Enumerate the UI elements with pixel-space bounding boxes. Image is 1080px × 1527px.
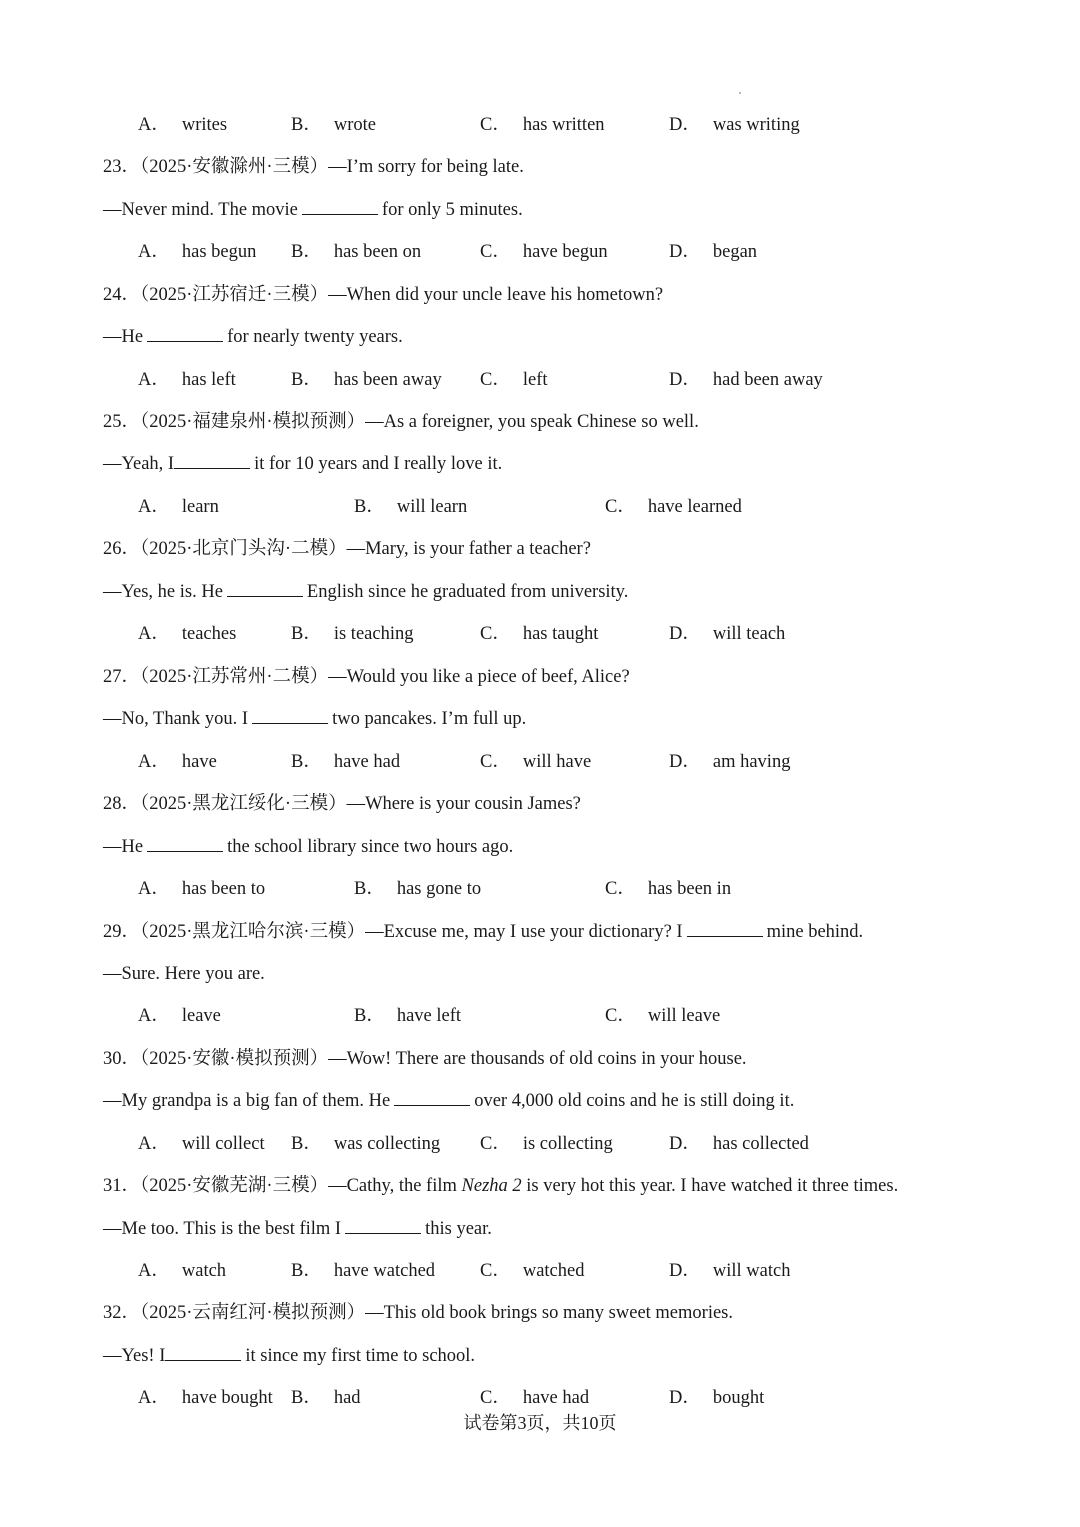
question-stem: 27．（2025·江苏常州·二模）—Would you like a piece of beef, Alice? [103, 667, 630, 687]
question-dialogue: —Yeah, I it for 10 years and I really love it. [103, 454, 503, 474]
answer-blank[interactable] [252, 707, 328, 724]
option-c[interactable]: C． left [480, 370, 548, 390]
option-c[interactable]: C． has taught [480, 624, 599, 644]
option-a[interactable]: A． writes [138, 115, 228, 135]
answer-blank[interactable] [345, 1217, 421, 1234]
film-title: Nezha 2 [461, 1176, 522, 1196]
question-stem: 23．（2025·安徽滁州·三模）—I’m sorry for being late. [103, 157, 524, 177]
option-a[interactable]: A． have bought [138, 1388, 273, 1408]
option-b[interactable]: B． have left [354, 1006, 462, 1026]
option-c[interactable]: C． watched [480, 1261, 585, 1281]
option-a[interactable]: A． have [138, 752, 217, 772]
option-d[interactable]: D． began [669, 242, 758, 262]
answer-blank[interactable] [174, 452, 250, 469]
option-c[interactable]: C． have begun [480, 242, 608, 262]
option-d[interactable]: D． has collected [669, 1134, 809, 1154]
option-b[interactable]: B． was collecting [291, 1134, 441, 1154]
option-c[interactable]: C． has written [480, 115, 605, 135]
option-d[interactable]: D． had been away [669, 370, 823, 390]
answer-blank[interactable] [302, 198, 378, 215]
option-d[interactable]: D． will watch [669, 1261, 791, 1281]
answer-blank[interactable] [147, 835, 223, 852]
option-d[interactable]: D． bought [669, 1388, 765, 1408]
option-b[interactable]: B． had [291, 1388, 361, 1408]
option-b[interactable]: B． wrote [291, 115, 376, 135]
question-dialogue: —Yes, he is. He English since he graduated from university. [103, 582, 629, 602]
option-a[interactable]: A． watch [138, 1261, 227, 1281]
answer-blank[interactable] [165, 1344, 241, 1361]
option-b[interactable]: B． has been on [291, 242, 422, 262]
question-stem: 28．（2025·黑龙江绥化·三模）—Where is your cousin James? [103, 794, 581, 814]
option-b[interactable]: B． have watched [291, 1261, 436, 1281]
option-a[interactable]: A． has left [138, 370, 236, 390]
question-dialogue: —Me too. This is the best film I this year. [103, 1219, 492, 1239]
option-b[interactable]: B． have had [291, 752, 401, 772]
question-stem: 31．（2025·安徽芜湖·三模）—Cathy, the film Nezha 2 is very hot this year. I have watched it three times. [103, 1176, 899, 1196]
option-a[interactable]: A． will collect [138, 1134, 265, 1154]
option-b[interactable]: B． will learn [354, 497, 468, 517]
question-stem: 24．（2025·江苏宿迁·三模）—When did your uncle leave his hometown? [103, 285, 664, 305]
option-b[interactable]: B． is teaching [291, 624, 414, 644]
option-a[interactable]: A． learn [138, 497, 219, 517]
question-stem: 32．（2025·云南红河·模拟预测）—This old book brings so many sweet memories. [103, 1303, 733, 1323]
option-d[interactable]: D． will teach [669, 624, 786, 644]
question-dialogue: —No, Thank you. I two pancakes. I’m full up. [103, 709, 527, 729]
option-d[interactable]: D． am having [669, 752, 791, 772]
answer-blank[interactable] [687, 920, 763, 937]
answer-blank[interactable] [227, 580, 303, 597]
option-c[interactable]: C． has been in [605, 879, 732, 899]
question-dialogue: —My grandpa is a big fan of them. He over 4,000 old coins and he is still doing it. [103, 1091, 795, 1111]
answer-blank[interactable] [394, 1089, 470, 1106]
option-a[interactable]: A． has begun [138, 242, 257, 262]
option-c[interactable]: C． will leave [605, 1006, 721, 1026]
option-a[interactable]: A． teaches [138, 624, 237, 644]
option-b[interactable]: B． has gone to [354, 879, 482, 899]
question-dialogue: —He the school library since two hours ago. [103, 837, 514, 857]
option-c[interactable]: C． have had [480, 1388, 590, 1408]
question-stem: 29．（2025·黑龙江哈尔滨·三模）—Excuse me, may I use your dictionary? I mine behind. [103, 922, 864, 942]
question-dialogue: —Sure. Here you are. [103, 964, 265, 984]
question-stem: 30．（2025·安徽·模拟预测）—Wow! There are thousands of old coins in your house. [103, 1049, 747, 1069]
option-c[interactable]: C． have learned [605, 497, 742, 517]
question-dialogue: —Yes! I it since my first time to school. [103, 1346, 476, 1366]
scan-speck [739, 92, 741, 94]
option-a[interactable]: A． leave [138, 1006, 221, 1026]
option-d[interactable]: D． was writing [669, 115, 800, 135]
question-dialogue: —He for nearly twenty years. [103, 327, 403, 347]
question-dialogue: —Never mind. The movie for only 5 minutes. [103, 200, 523, 220]
question-stem: 25．（2025·福建泉州·模拟预测）—As a foreigner, you speak Chinese so well. [103, 412, 699, 432]
option-b[interactable]: B． has been away [291, 370, 442, 390]
page-footer: 试卷第3页，共10页 [463, 1413, 617, 1433]
option-c[interactable]: C． is collecting [480, 1134, 613, 1154]
question-stem: 26．（2025·北京门头沟·二模）—Mary, is your father a teacher? [103, 539, 591, 559]
option-c[interactable]: C． will have [480, 752, 592, 772]
option-a[interactable]: A． has been to [138, 879, 266, 899]
answer-blank[interactable] [147, 325, 223, 342]
